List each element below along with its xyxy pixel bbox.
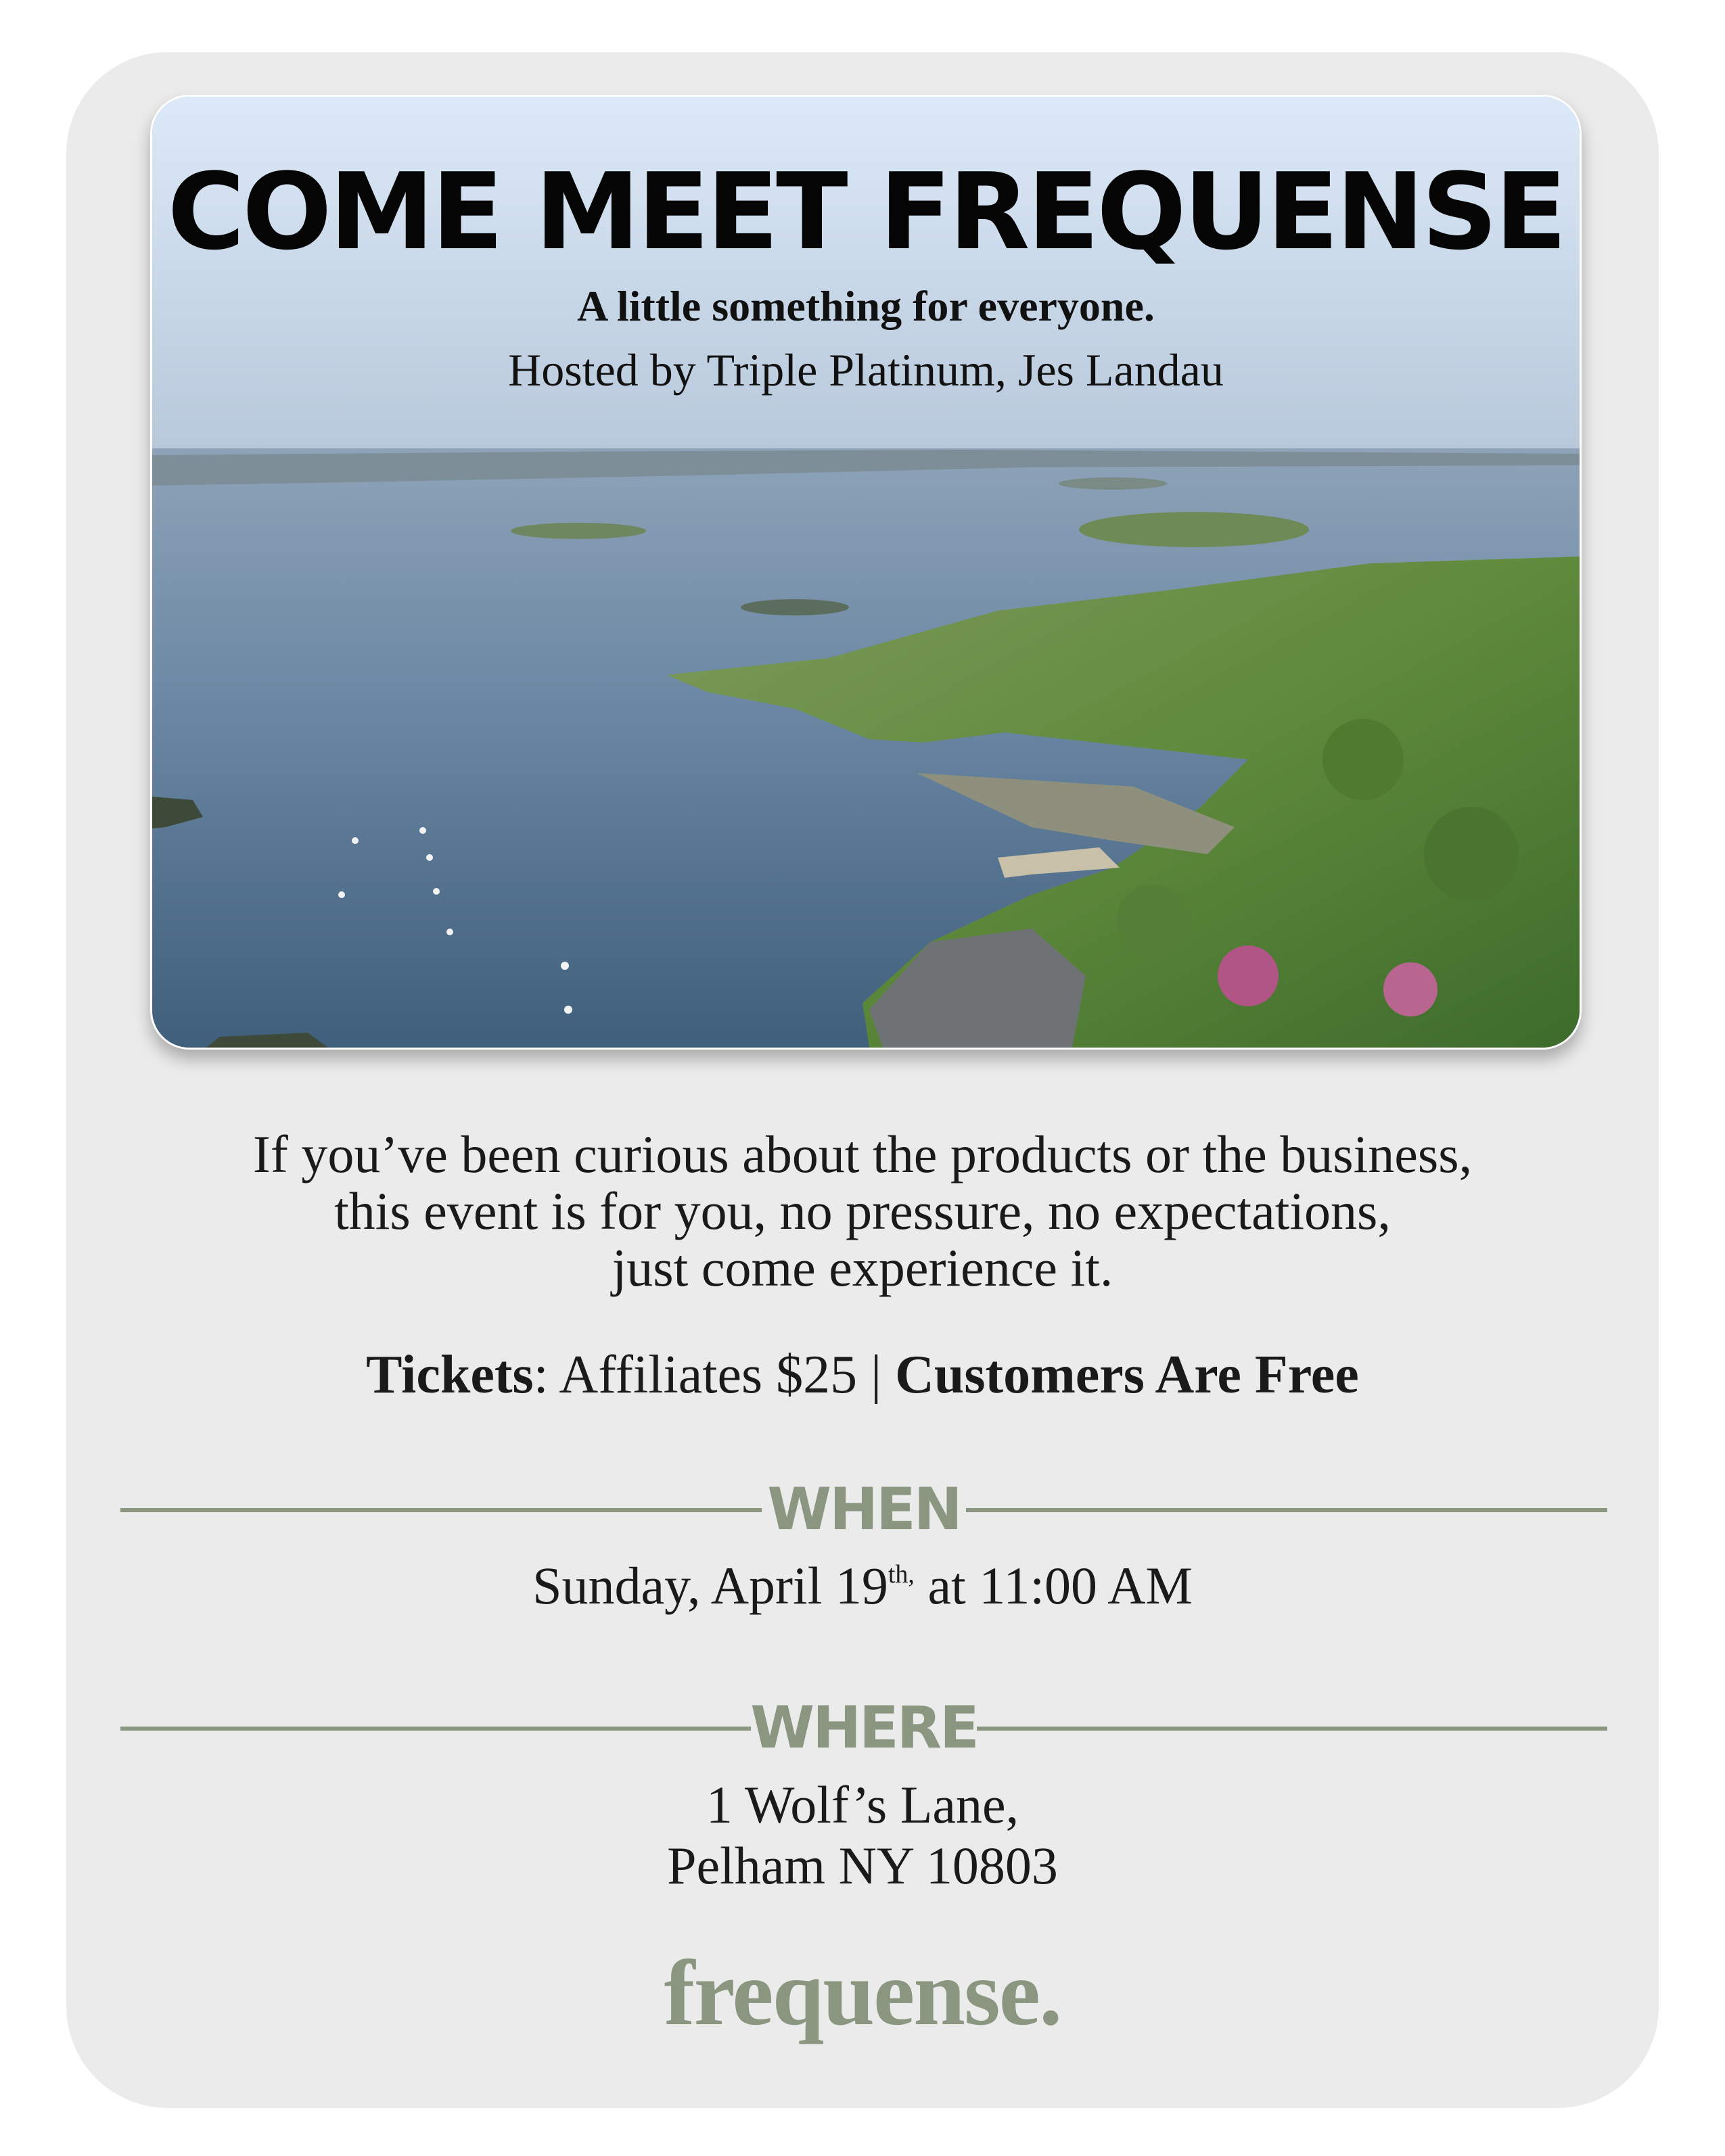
- ticket-pricing: [0, 1344, 1725, 1406]
- description-line: just come experience it.: [612, 1238, 1113, 1297]
- affiliate-price: Affiliates $25: [559, 1345, 858, 1405]
- description-line: this event is for you, no pressure, no expectations,: [334, 1181, 1391, 1240]
- address-line-2: Pelham NY 10803: [667, 1836, 1058, 1895]
- tickets-label: Tickets: [366, 1345, 534, 1405]
- when-divider: [120, 1476, 1607, 1543]
- hero-photo: [150, 95, 1582, 1050]
- date-suffix: th,: [888, 1560, 915, 1589]
- when-heading: WHEN: [767, 1476, 961, 1543]
- price-separator: |: [871, 1345, 882, 1405]
- event-tagline: A little something for everyone.: [577, 282, 1155, 330]
- event-time: at 11:00 AM: [927, 1556, 1193, 1615]
- where-divider: [120, 1694, 1607, 1762]
- event-title: COME MEET FREQUENSE: [167, 150, 1565, 273]
- event-date: Sunday, April 19: [532, 1556, 888, 1615]
- description-line: If you’ve been curious about the products or the business,: [252, 1125, 1473, 1184]
- customer-price: Customers Are Free: [895, 1345, 1359, 1405]
- tickets-colon: :: [533, 1345, 549, 1405]
- where-heading: WHERE: [750, 1694, 978, 1762]
- event-date-time: [0, 1555, 1725, 1616]
- frequense-logo: frequense.: [664, 1941, 1061, 2044]
- address-line-1: 1 Wolf’s Lane,: [706, 1775, 1019, 1834]
- event-address: [0, 1775, 1725, 1896]
- event-host: Hosted by Triple Platinum, Jes Landau: [508, 344, 1224, 396]
- event-description: [108, 1126, 1617, 1296]
